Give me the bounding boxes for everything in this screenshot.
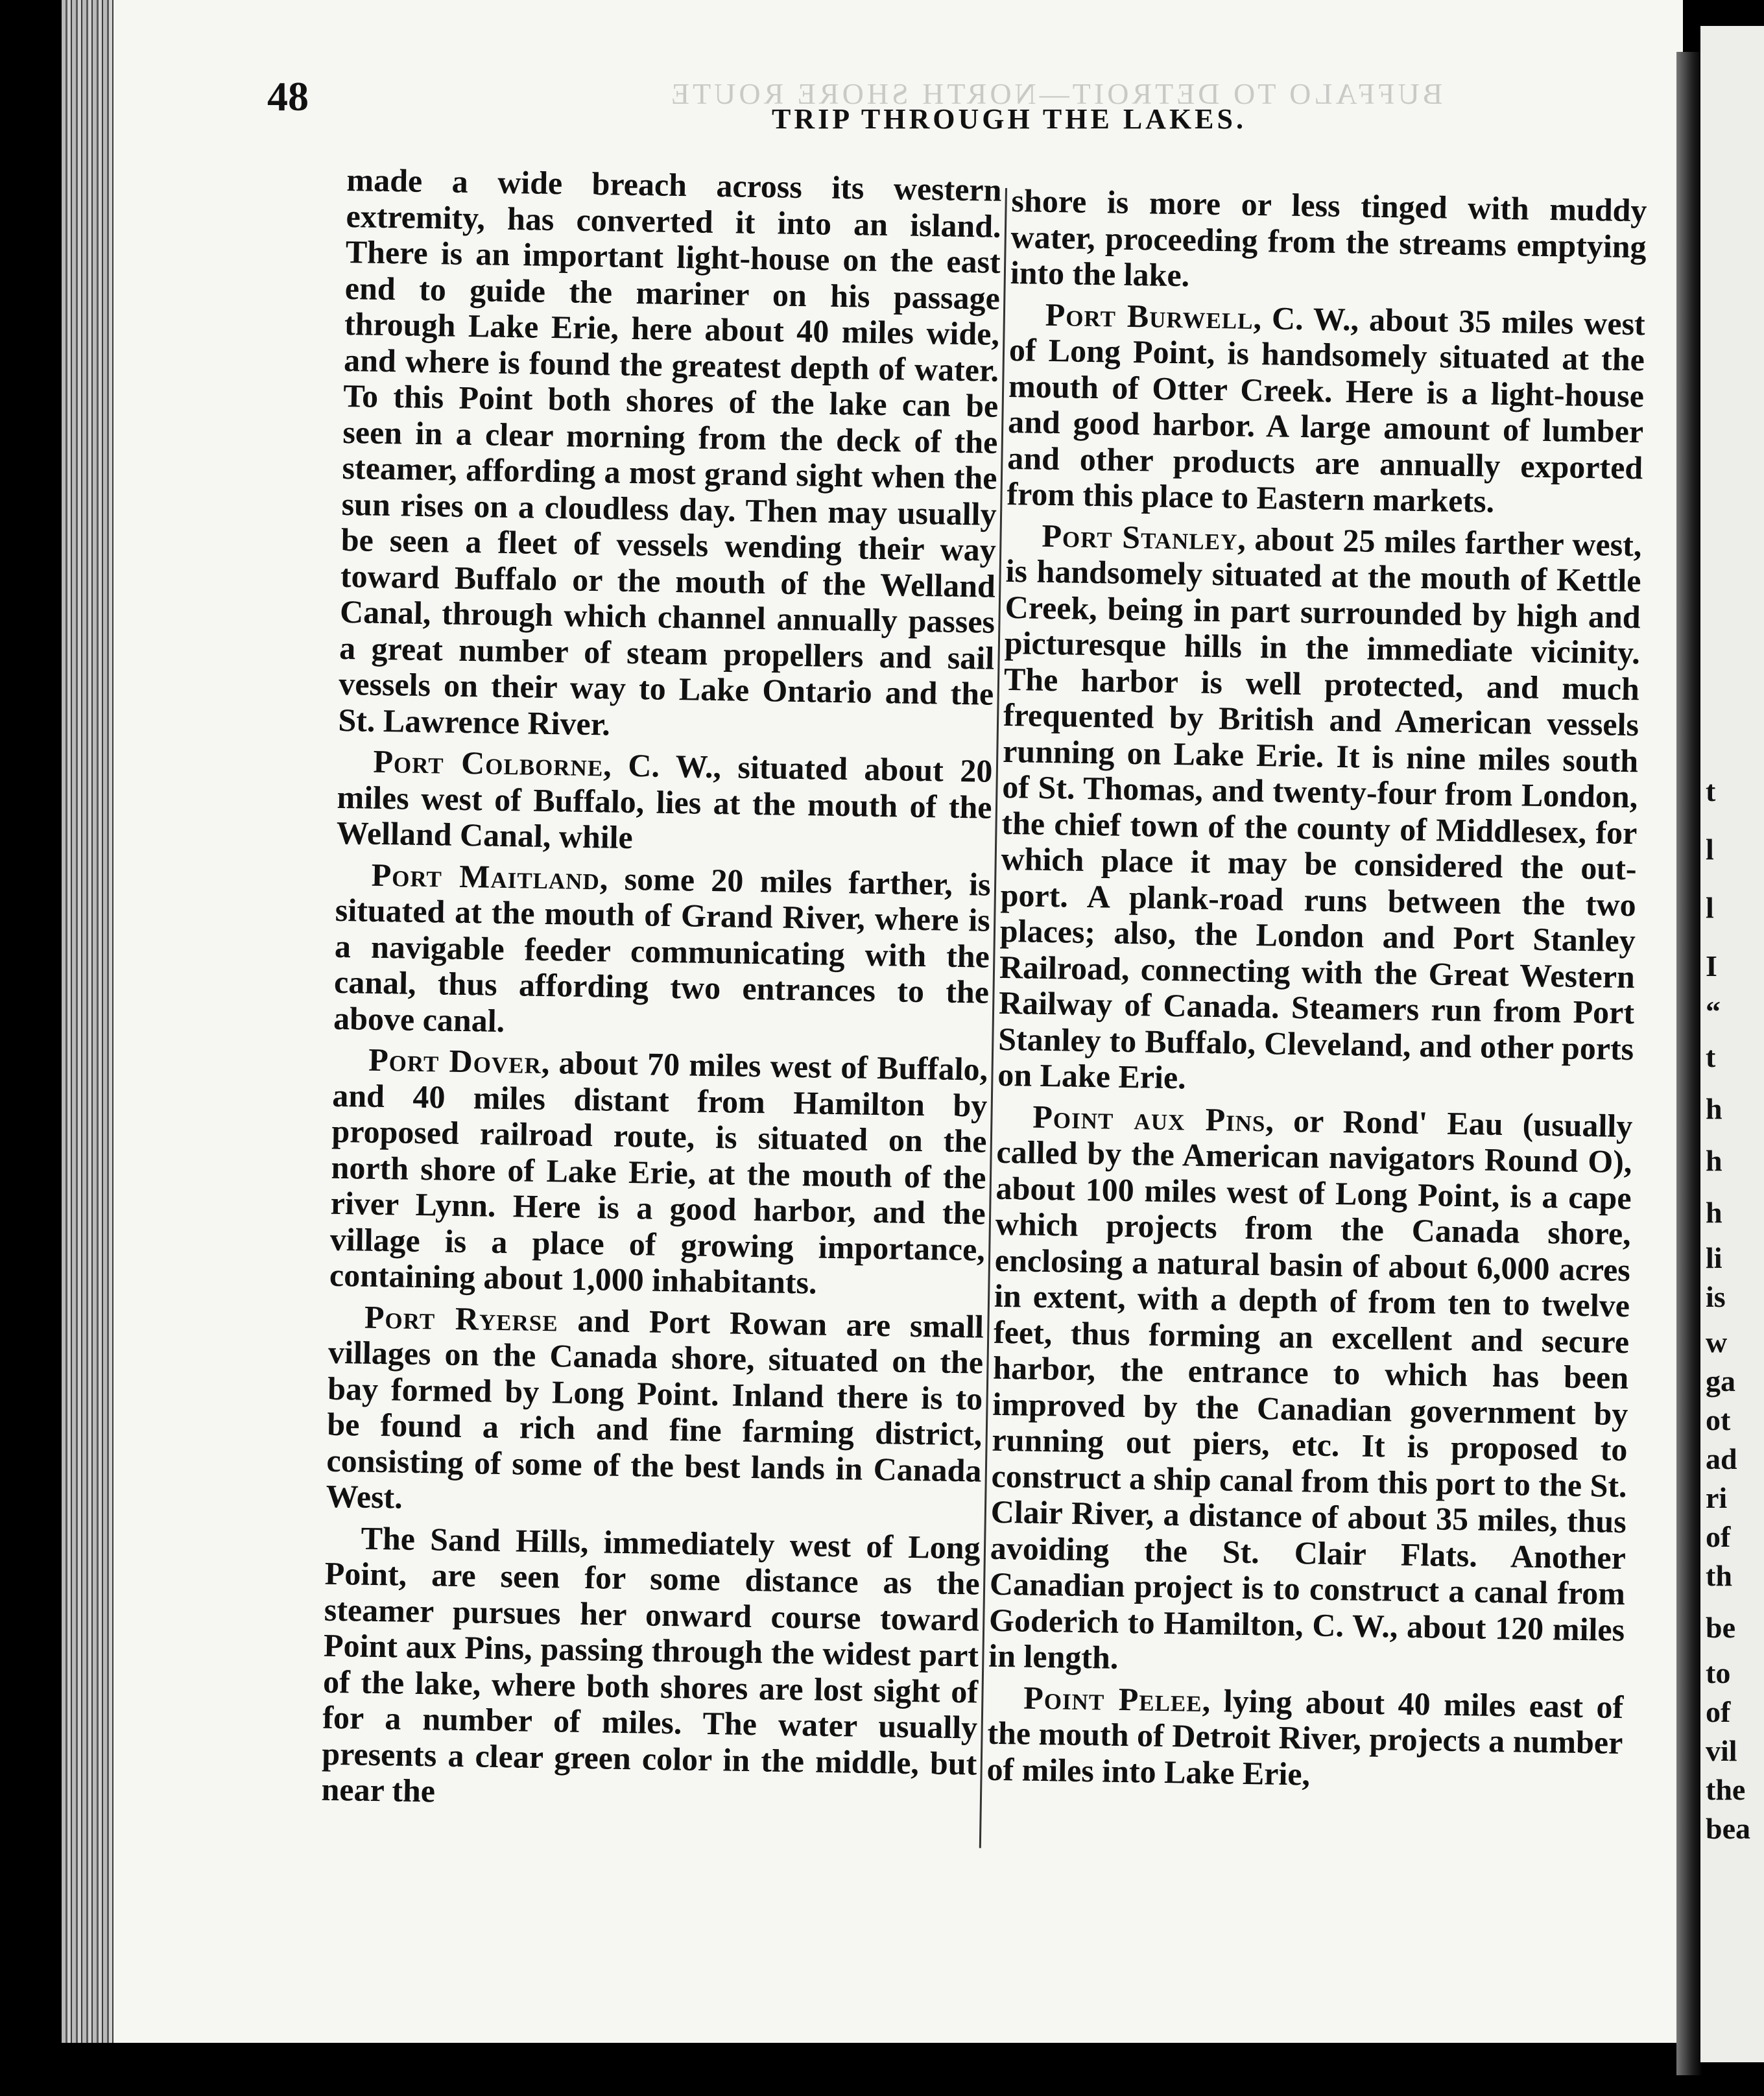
- facing-page-fragment: w: [1706, 1326, 1728, 1359]
- place-heading: Port Colborne: [373, 743, 604, 783]
- facing-page-fragment: to: [1706, 1656, 1731, 1689]
- paragraph-text: , lying about 40 miles east of the mouth of Detroit River, projects a number of miles into Lake Erie,: [986, 1682, 1624, 1792]
- facing-page-fragment: ot: [1706, 1403, 1731, 1436]
- paragraph-text: made a wide breach across its western extremity, has converted it into an island. There is an important light-house on the east end to guide the mariner on his passage through Lake Erie, here about 40 miles wide, and where is found the greatest depth of water. To this Point both shores of the lake can be seen in a clear morning from the deck of the steamer, affording a most grand sight when the sun rises on a cloudless day. Then may usually be seen a fleet of vessels wending their way toward Buffalo or the mouth of the Welland Canal, through which channel annually passes a great number of steam propellers and sail vessels on their way to Lake Ontario and the St. Lawrence River.: [338, 161, 1002, 742]
- facing-page-fragment: be: [1706, 1611, 1735, 1644]
- place-heading: Point Pelee: [1023, 1679, 1203, 1719]
- facing-page-fragment: ga: [1706, 1364, 1735, 1398]
- facing-page-fragment: I: [1706, 949, 1717, 982]
- paragraph-text: , C. W., about 35 miles west of Long Point, is handsomely situated at the mouth of Otter Creek. Here is a light-house and good harbor. A large amount of lumber and other products are annually exported from this place to Eastern markets.: [1007, 299, 1646, 519]
- facing-page-fragment: ad: [1706, 1442, 1737, 1475]
- running-title: TRIP THROUGH THE LAKES.: [772, 103, 1246, 135]
- facing-page-fragment: bea: [1706, 1812, 1750, 1845]
- paragraph: [1010, 183, 1647, 301]
- binding-gutter: [1676, 52, 1702, 2075]
- page-stack-edge: [62, 0, 120, 2043]
- paragraph: [338, 162, 1002, 748]
- facing-page-fragment: ri: [1706, 1481, 1728, 1514]
- facing-page-fragment: h: [1706, 1144, 1722, 1177]
- paragraph: [321, 1519, 981, 1818]
- paragraph: [988, 1098, 1633, 1684]
- show-through-text: BUFFALO TO DETROIT—NORTH SHORE ROUTE: [668, 77, 1443, 110]
- facing-page-fragment: the: [1706, 1773, 1746, 1806]
- place-heading: Port Maitland: [371, 856, 601, 896]
- paragraph-text: shore is more or less tinged with muddy water, proceeding from the streams emptying into the lake.: [1010, 182, 1647, 294]
- place-heading: Port Ryerse: [364, 1298, 559, 1338]
- paragraph: [997, 517, 1642, 1102]
- facing-page-fragment: is: [1706, 1280, 1726, 1313]
- facing-page-fragment: of: [1706, 1695, 1731, 1728]
- paragraph: [986, 1679, 1623, 1797]
- facing-page-fragment: h: [1706, 1196, 1722, 1229]
- paragraph: [326, 1298, 984, 1525]
- paragraph-text: , some 20 miles farther, is situated at the mouth of Grand River, where is a navigable feeder communicating with the canal, thus affording two entrances to the above canal.: [333, 859, 992, 1039]
- facing-page-fragment: l: [1706, 891, 1714, 924]
- facing-page-fragment: t: [1706, 774, 1716, 807]
- paragraph-text: , or Rond' Eau (usually called by the American navigators Round O), about 100 miles west of Long Point, is a cape which projects from the Canada shore, enclosing a natural basin of about 6,000 acres in extent, with a depth of from ten to twelve feet, thus forming an excellent and secure harbor, the entrance to which has been improved by the Canadian government by running out piers, etc. It is proposed to construct a ship canal from this port to the St. Clair River, a distance of about 35 miles, thus avoiding the St. Clair Flats. Another Canadian project is to construct a canal from Goderich to Hamilton, C. W., about 120 miles in length.: [988, 1101, 1633, 1676]
- facing-page-fragment: h: [1706, 1092, 1722, 1125]
- facing-page-fragment: li: [1706, 1241, 1722, 1274]
- paragraph-text: , about 70 miles west of Buffalo, and 40 miles distant from Hamilton by proposed railroad route, is situated on the north shore of Lake Erie, at the mouth of the river Lynn. Here is a good harbor, and the village is a place of growing importance, containing about 1,000 inhabitants.: [329, 1043, 988, 1301]
- facing-page-fragment: vil: [1706, 1734, 1737, 1767]
- right-column: [986, 183, 1647, 1797]
- left-column: [321, 162, 1002, 1818]
- paragraph: [333, 856, 991, 1046]
- facing-page-fragment: “: [1706, 995, 1721, 1028]
- paragraph: [329, 1042, 988, 1304]
- facing-page-fragment: t: [1706, 1040, 1716, 1073]
- paragraph-text: and Port Rowan are small villages on the Canada shore, situated on the bay formed by Long Point. Inland there is to be found a rich and fine farming district, consisting of some of the best lands in Canada West.: [326, 1301, 984, 1516]
- facing-page-fragment: th: [1706, 1559, 1732, 1592]
- paragraph-text: , C. W., situated about 20 miles west of Buffalo, lies at the mouth of the Welland Canal, while: [336, 746, 993, 856]
- facing-page-edge: [1700, 26, 1764, 2062]
- place-heading: Point aux Pins: [1032, 1098, 1266, 1138]
- page-number: 48: [267, 73, 309, 119]
- facing-page-fragment: l: [1706, 833, 1714, 866]
- facing-page-fragment: of: [1706, 1520, 1731, 1553]
- place-heading: Port Burwell: [1045, 296, 1254, 336]
- paragraph: [336, 743, 992, 861]
- place-heading: Port Stanley: [1042, 517, 1238, 557]
- paragraph: [1007, 296, 1645, 521]
- place-heading: Port Dover: [368, 1041, 542, 1080]
- paragraph-text: The Sand Hills, immediately west of Long Point, are seen for some distance as the steamer pursues her onward course toward Point aux Pins, passing through the widest part of the lake, where both shores are lost sight of for a number of miles. The water usually presents a clear green color in the middle, but near the: [321, 1519, 981, 1809]
- paragraph-text: , about 25 miles farther west, is handsomely situated at the mouth of Kettle Creek, being in part surrounded by high and picturesque hills in the immediate vicinity. The harbor is well protected, and much frequented by British and American vessels running on Lake Erie. It is nine miles south of St. Thomas, and twenty-four from London, the chief town of the county of Middlesex, for which place it may be considered the out-port. A plank-road runs between the two places; also, the London and Port Stanley Railroad, connecting with the Great Western Railway of Canada. Steamers run from Port Stanley to Buffalo, Cleveland, and other ports on Lake Erie.: [997, 520, 1642, 1096]
